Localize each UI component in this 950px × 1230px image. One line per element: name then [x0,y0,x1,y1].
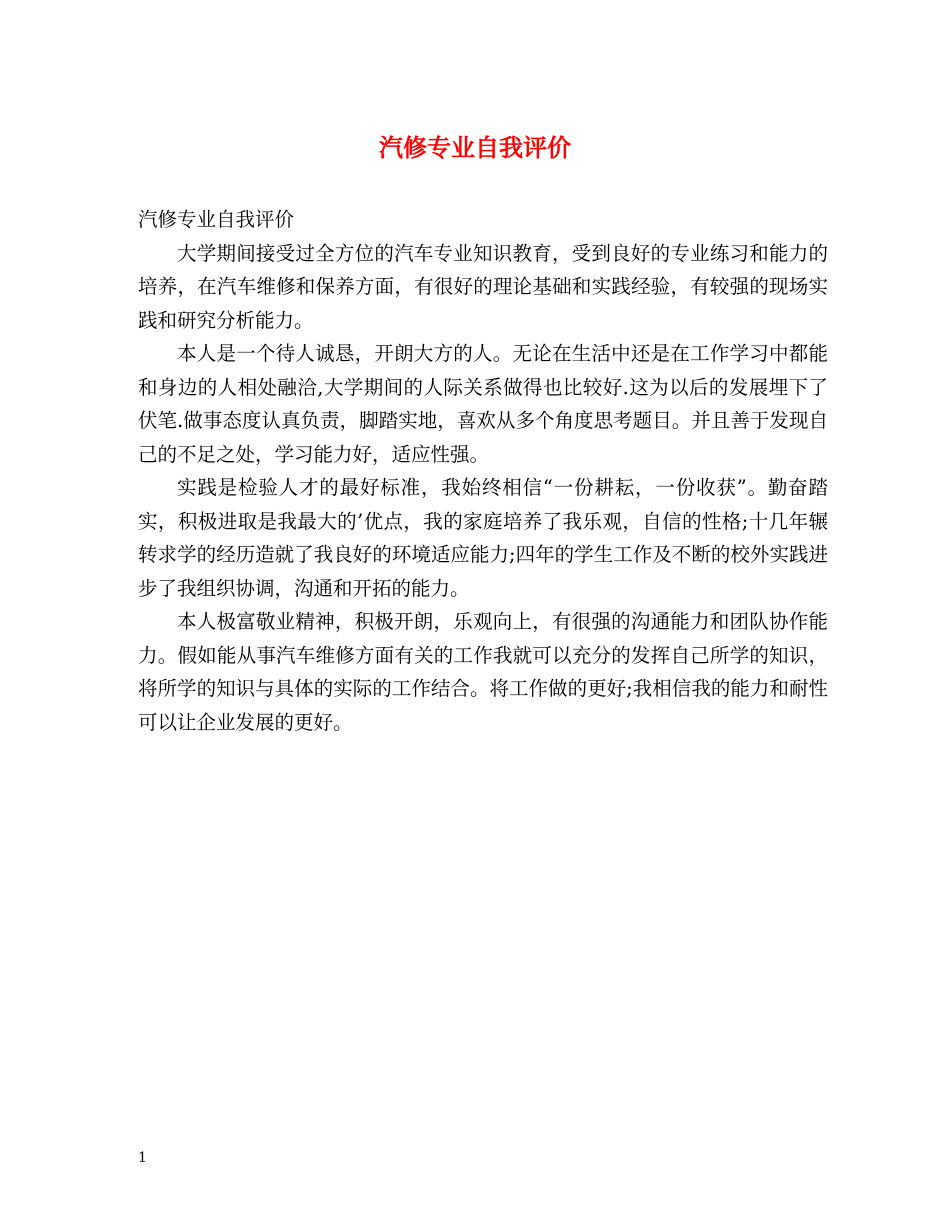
paragraph-3: 实践是检验人才的最好标准，我始终相信“一份耕耘，一份收获”。勤奋踏实，积极进取是我最大的’优点，我的家庭培养了我乐观，自信的性格;十几年辗转求学的经历造就了我良好的环境适应能力;四年的学生工作及不断的校外实践进步了我组织协调，沟通和开拓的能力。 [138,476,828,600]
page-number: 1 [138,1150,147,1166]
paragraph-2: 本人是一个待人诚恳，开朗大方的人。无论在生活中还是在工作学习中都能和身边的人相处融洽,大学期间的人际关系做得也比较好.这为以后的发展埋下了伏笔.做事态度认真负责，脚踏实地，喜欢从多个角度思考题目。并且善于发现自己的不足之处，学习能力好，适应性强。 [138,342,828,466]
page-title: 汽修专业自我评价 [379,133,571,162]
document-subtitle: 汽修专业自我评价 [138,208,295,231]
paragraph-4: 本人极富敬业精神，积极开朗，乐观向上，有很强的沟通能力和团队协作能力。假如能从事汽车维修方面有关的工作我就可以充分的发挥自己所学的知识，将所学的知识与具体的实际的工作结合。将工作做的更好;我相信我的能力和耐性可以让企业发展的更好。 [138,610,828,734]
document-body [138,203,828,739]
paragraph-1: 大学期间接受过全方位的汽车专业知识教育，受到良好的专业练习和能力的培养，在汽车维修和保养方面，有很好的理论基础和实践经验，有较强的现场实践和研究分析能力。 [138,241,828,332]
